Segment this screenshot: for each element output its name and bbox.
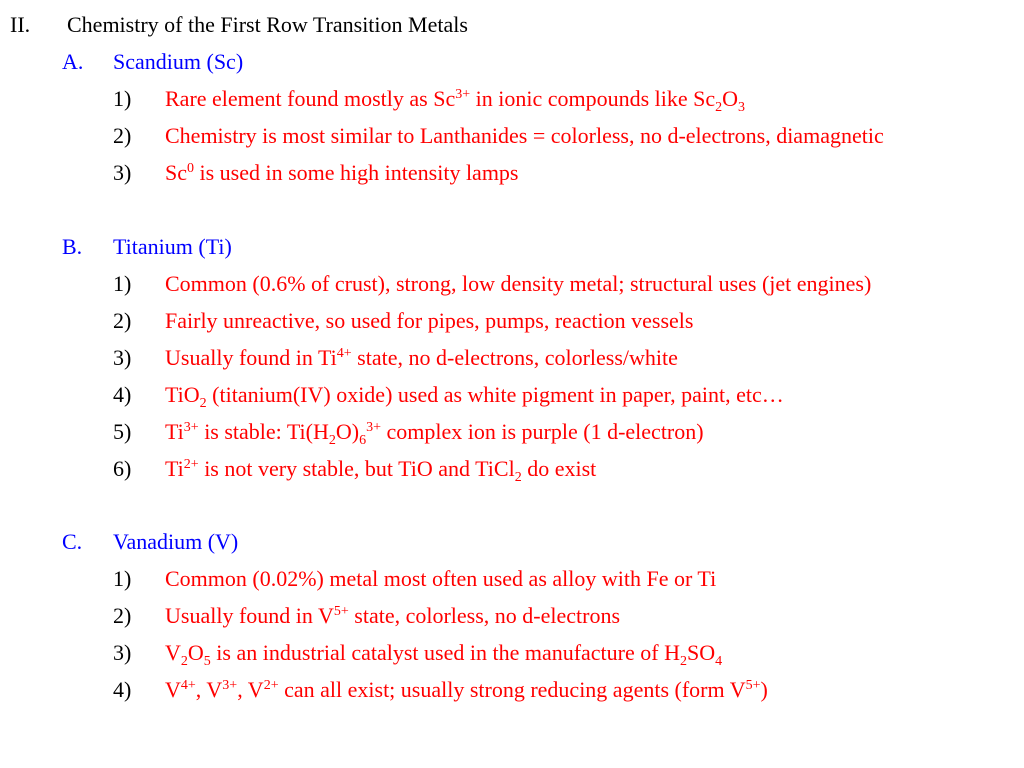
heading-number: II.: [10, 12, 31, 37]
text-run: state, no d-electrons, colorless/white: [351, 345, 678, 370]
text-run: Sc: [165, 160, 187, 185]
section-letter: C.: [62, 529, 83, 554]
text-run: , V: [195, 677, 223, 702]
item-number: 4): [113, 677, 132, 702]
section-title: Vanadium (V): [113, 529, 239, 554]
text-run: do exist: [521, 456, 597, 481]
heading-title: Chemistry of the First Row Transition Metals: [67, 12, 468, 37]
section-letter: B.: [62, 234, 83, 259]
superscript: 3+: [455, 87, 471, 102]
item-number: 2): [113, 603, 132, 628]
text-run: complex ion is purple (1 d-electron): [381, 419, 704, 444]
text-run: ): [760, 677, 768, 702]
item-number: 5): [113, 419, 132, 444]
item-text: [165, 419, 704, 448]
superscript: 4+: [336, 346, 352, 361]
text-run: SO: [686, 640, 716, 665]
item-text: [165, 308, 693, 334]
text-run: state, colorless, no d-electrons: [348, 603, 621, 628]
superscript: 4+: [180, 678, 196, 693]
text-run: V: [165, 677, 181, 702]
text-run: O): [335, 419, 360, 444]
subscript: 6: [359, 433, 367, 448]
text-run: Ti: [165, 456, 184, 481]
item-text: [165, 640, 723, 669]
text-run: Rare element found mostly as Sc: [165, 86, 456, 111]
text-run: Common (0.6% of crust), strong, low density metal; structural uses (jet engines): [165, 271, 872, 296]
item-number: 2): [113, 123, 132, 148]
text-run: is an industrial catalyst used in the manufacture of H: [210, 640, 680, 665]
item-text: [165, 271, 871, 297]
text-run: TiO: [165, 382, 200, 407]
item-number: 3): [113, 640, 132, 665]
item-text: [165, 382, 784, 411]
text-run: is used in some high intensity lamps: [194, 160, 519, 185]
subscript: 2: [514, 470, 522, 485]
subscript: 2: [328, 433, 336, 448]
item-text: [165, 603, 620, 629]
text-run: Ti: [165, 419, 184, 444]
item-number: 1): [113, 271, 132, 296]
text-run: O: [187, 640, 204, 665]
text-run: is stable: Ti(H: [198, 419, 329, 444]
item-text: [165, 345, 678, 371]
item-text: [165, 677, 768, 703]
text-run: Chemistry is most similar to Lanthanides = colorless, no d-electrons, diamagnetic: [165, 123, 884, 148]
text-run: Usually found in V: [165, 603, 334, 628]
text-run: in ionic compounds like Sc: [470, 86, 716, 111]
text-run: Usually found in Ti: [165, 345, 337, 370]
subscript: 2: [180, 654, 188, 669]
superscript: 3+: [222, 678, 238, 693]
text-run: Common (0.02%) metal most often used as alloy with Fe or Ti: [165, 566, 717, 591]
section-letter: A.: [62, 49, 84, 74]
text-run: V: [165, 640, 181, 665]
subscript: 2: [199, 396, 207, 411]
item-text: [165, 566, 716, 592]
item-number: 1): [113, 86, 132, 111]
item-number: 6): [113, 456, 132, 481]
subscript: 2: [679, 654, 687, 669]
text-run: can all exist; usually strong reducing agents (form V: [278, 677, 746, 702]
superscript: 2+: [263, 678, 279, 693]
section-title: Titanium (Ti): [113, 234, 232, 259]
text-run: O: [722, 86, 739, 111]
item-number: 2): [113, 308, 132, 333]
subscript: 2: [715, 100, 723, 115]
text-run: (titanium(IV) oxide) used as white pigment in paper, paint, etc…: [206, 382, 784, 407]
superscript: 0: [187, 161, 194, 176]
subscript: 3: [738, 100, 746, 115]
text-run: , V: [237, 677, 264, 702]
item-number: 3): [113, 160, 132, 185]
item-text: [165, 123, 884, 149]
subscript: 4: [715, 654, 723, 669]
item-text: [165, 86, 746, 115]
text-run: is not very stable, but TiO and TiCl: [198, 456, 515, 481]
subscript: 5: [203, 654, 211, 669]
section-title: Scandium (Sc): [113, 49, 244, 74]
superscript: 5+: [745, 678, 761, 693]
item-number: 1): [113, 566, 132, 591]
item-number: 4): [113, 382, 132, 407]
superscript: 2+: [183, 457, 199, 472]
item-number: 3): [113, 345, 132, 370]
item-text: [165, 456, 597, 485]
text-run: Fairly unreactive, so used for pipes, pumps, reaction vessels: [165, 308, 694, 333]
item-text: [165, 160, 519, 186]
superscript: 3+: [183, 420, 199, 435]
superscript: 3+: [366, 420, 382, 435]
superscript: 5+: [333, 604, 349, 619]
